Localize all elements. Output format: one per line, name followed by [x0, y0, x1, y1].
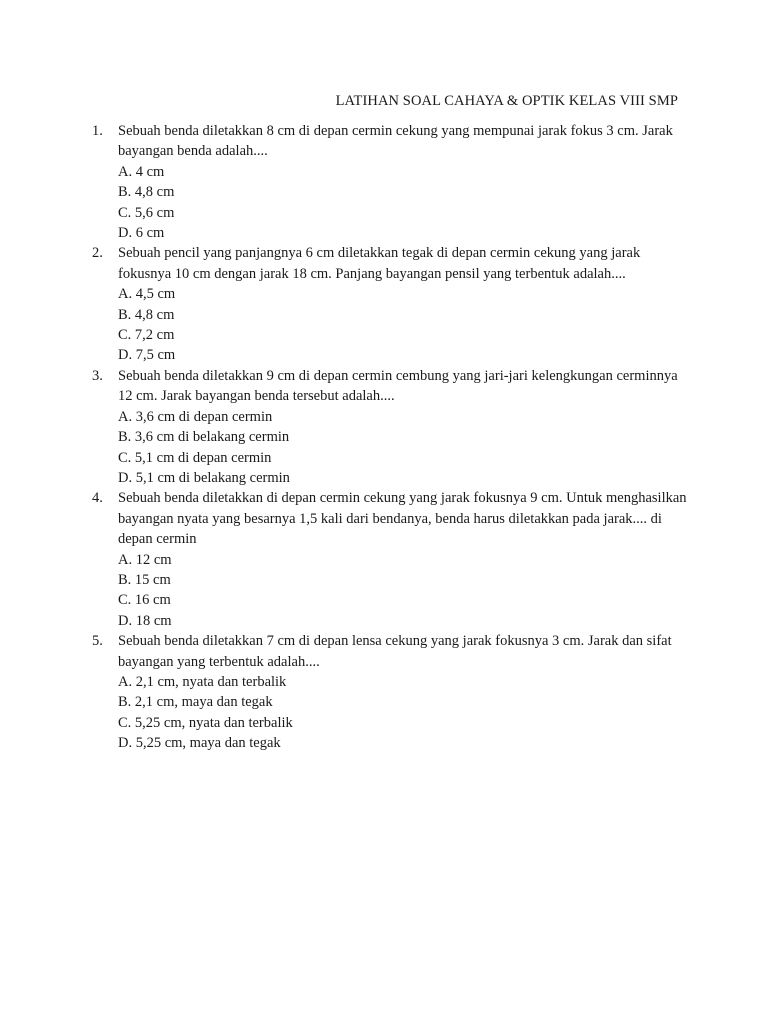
document-title: LATIHAN SOAL CAHAYA & OPTIK KELAS VIII SMP — [335, 93, 678, 109]
option-list — [118, 672, 688, 754]
question-text: Sebuah benda diletakkan di depan cermin cekung yang jarak fokusnya 9 cm. Untuk menghasilkan bayangan nyata yang besarnya 1,5 kali dari bendanya, benda harus diletakkan pada jarak.... di depan cermin — [118, 490, 687, 548]
option-a: A. 4 cm — [118, 163, 165, 180]
question-4 — [88, 488, 688, 631]
question-list — [88, 121, 688, 754]
option-a: A. 2,1 cm, nyata dan terbalik — [118, 673, 287, 690]
option-d: D. 7,5 cm — [118, 347, 176, 364]
question-number: 2. — [92, 245, 103, 262]
option-b: B. 4,8 cm — [118, 306, 175, 323]
option-list — [118, 550, 688, 632]
option-b: B. 4,8 cm — [118, 184, 175, 201]
option-b: B. 15 cm — [118, 571, 171, 588]
option-d: D. 18 cm — [118, 612, 172, 629]
option-c: C. 16 cm — [118, 592, 171, 609]
option-d: D. 5,1 cm di belakang cermin — [118, 469, 290, 486]
option-a: A. 3,6 cm di depan cermin — [118, 408, 273, 425]
option-a: A. 4,5 cm — [118, 286, 176, 303]
question-text: Sebuah pencil yang panjangnya 6 cm diletakkan tegak di depan cermin cekung yang jarak fokusnya 10 cm dengan jarak 18 cm. Panjang bayangan pensil yang terbentuk adalah.... — [118, 245, 641, 282]
question-number: 3. — [92, 367, 103, 384]
option-list — [118, 407, 688, 489]
question-2 — [88, 243, 688, 365]
option-c: C. 5,1 cm di depan cermin — [118, 449, 272, 466]
question-3 — [88, 366, 688, 488]
option-b: B. 2,1 cm, maya dan tegak — [118, 694, 273, 711]
question-text: Sebuah benda diletakkan 8 cm di depan cermin cekung yang mempunai jarak fokus 3 cm. Jarak bayangan benda adalah.... — [118, 123, 673, 160]
option-list — [118, 284, 688, 366]
option-list — [118, 162, 688, 244]
question-text: Sebuah benda diletakkan 9 cm di depan cermin cembung yang jari-jari kelengkungan cerminnya 12 cm. Jarak bayangan benda tersebut adalah.... — [118, 367, 678, 405]
option-d: D. 6 cm — [118, 225, 165, 242]
question-number: 5. — [92, 633, 103, 650]
option-b: B. 3,6 cm di belakang cermin — [118, 429, 290, 446]
question-1 — [88, 121, 688, 243]
option-c: C. 5,6 cm — [118, 204, 175, 221]
option-d: D. 5,25 cm, maya dan tegak — [118, 735, 281, 752]
question-number: 1. — [92, 123, 103, 139]
option-c: C. 7,2 cm — [118, 327, 175, 344]
question-text: Sebuah benda diletakkan 7 cm di depan lensa cekung yang jarak fokusnya 3 cm. Jarak dan sifat bayangan yang terbentuk adalah.... — [118, 633, 672, 670]
question-5 — [88, 631, 688, 753]
option-c: C. 5,25 cm, nyata dan terbalik — [118, 714, 293, 731]
option-a: A. 12 cm — [118, 551, 172, 568]
question-number: 4. — [92, 490, 103, 507]
